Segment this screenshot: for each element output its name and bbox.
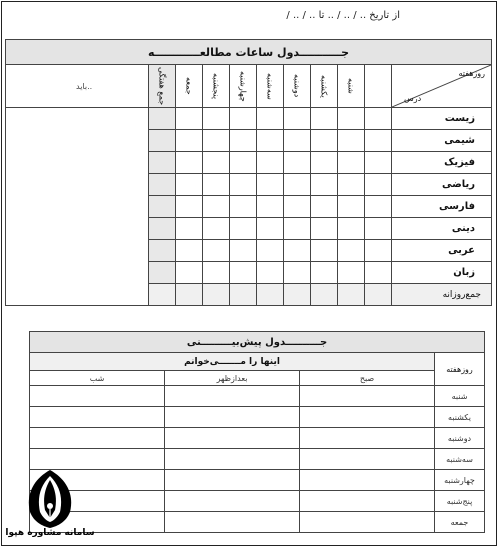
subject-label: زبان	[392, 262, 492, 284]
plan-day-label: شنبه	[435, 386, 485, 407]
day-header-sunday: یکشنبه	[311, 65, 338, 108]
subject-label: دینی	[392, 218, 492, 240]
day-header-wednesday: چهارشنبه	[230, 65, 257, 108]
corner-cell	[392, 65, 492, 108]
plan-table-subtitle: اینها را مـــــــی‌خوانم	[30, 353, 435, 371]
subject-label: عربی	[392, 240, 492, 262]
pen-nib-icon	[2, 466, 98, 530]
period-header-night: شب	[30, 371, 165, 386]
notes-header: باید..	[6, 65, 149, 108]
day-header-weekly-total: جمع هفتگی	[149, 65, 176, 108]
plan-day-label: دوشنبه	[435, 428, 485, 449]
subject-label: فارسی	[392, 196, 492, 218]
period-header-afternoon: بعدازظهر	[165, 371, 300, 386]
study-hours-table	[5, 39, 492, 306]
daily-total-label: جمع‌روزانه	[392, 284, 492, 306]
corner-day-label: روزهفته	[458, 69, 485, 78]
day-header-saturday: شنبه	[338, 65, 365, 108]
table-row	[30, 428, 485, 449]
table-row	[30, 386, 485, 407]
corner-subject-label: درس	[404, 94, 422, 103]
subject-label: ریاضی	[392, 174, 492, 196]
notes-area[interactable]	[6, 108, 149, 306]
table-row	[6, 108, 492, 130]
period-header-morning: صبح	[300, 371, 435, 386]
day-header-monday: دوشنبه	[284, 65, 311, 108]
day-header-tuesday: سه‌شنبه	[257, 65, 284, 108]
hepoa-logo	[2, 466, 98, 546]
plan-day-label: سه‌شنبه	[435, 449, 485, 470]
subject-label: فیزیک	[392, 152, 492, 174]
logo-caption: سامانه مشاوره هپوا	[5, 528, 95, 538]
subject-label: شیمی	[392, 130, 492, 152]
day-header-thursday: پنجشنبه	[203, 65, 230, 108]
plan-day-label: پنج‌شنبه	[435, 491, 485, 512]
plan-corner-label: روزهفته	[435, 353, 485, 386]
subject-label: زیست	[392, 108, 492, 130]
plan-table-title: جــــــــــدول پیش‌بیـــــــــنی	[30, 332, 485, 353]
plan-day-label: چهارشنبه	[435, 470, 485, 491]
plan-day-label: یکشنبه	[435, 407, 485, 428]
day-header-friday: جمعه	[176, 65, 203, 108]
table-row	[30, 407, 485, 428]
day-header-blank	[365, 65, 392, 108]
plan-day-label: جمعه	[435, 512, 485, 533]
study-table-title: جـــــــــــدول ساعات مطالعــــــــــــه	[6, 40, 492, 65]
date-range: از تاریخ .. / .. / .. تا .. / .. /	[286, 10, 400, 21]
